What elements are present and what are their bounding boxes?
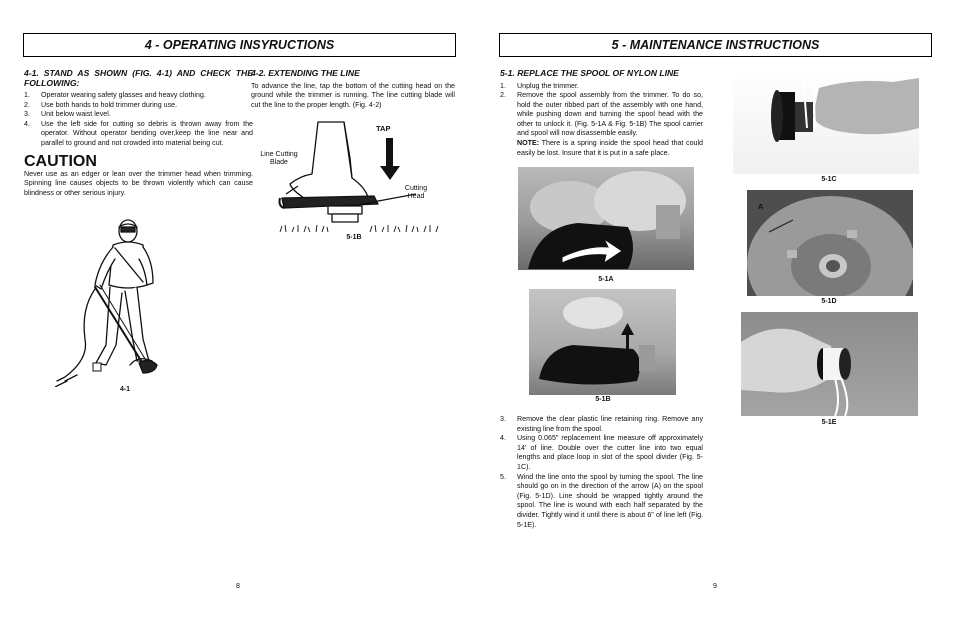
photo-5-1d <box>747 190 913 296</box>
steps-5-1 <box>500 82 703 140</box>
list-item <box>500 434 703 472</box>
photo-5-1a-caption: 5-1A <box>598 276 614 283</box>
heading-4-2: 4-2. EXTENDING THE LINE <box>251 68 360 78</box>
photo-5-1e-caption: 5-1E <box>821 419 837 426</box>
heading-4-1: 4-1. STAND AS SHOWN (FIG. 4-1) AND CHECK THE FOLLOWING: <box>24 68 253 88</box>
section-5-1-continued <box>500 415 703 530</box>
figure-4-1-caption: 4-1 <box>119 386 131 393</box>
text-4-2: To advance the line, tap the bottom of the cutting head on the ground while the trimmer is running. The line cutting blade will cut the line to the proper length. (Fig. 4-2) <box>251 81 455 109</box>
list-item <box>24 110 253 120</box>
photo-5-1c <box>733 68 919 174</box>
photo-5-1c-caption: 5-1C <box>821 176 837 183</box>
list-item-text: Unit below waist level. <box>41 110 111 119</box>
list-item-number: 2. <box>500 91 506 100</box>
label-arrow-a: A <box>758 202 764 211</box>
section-title-maintenance: 5 - MAINTENANCE INSTRUCTIONS <box>499 33 932 57</box>
steps-5-1-continued <box>500 415 703 530</box>
caution-title: CAUTION <box>24 152 97 170</box>
list-item-text: Use the left side for cutting so debris is thrown away from the operator. Without operator bending over,keep the line near and parallel to ground and not crowded into material being cut. <box>41 119 253 147</box>
list-item-text: Using 0.065" replacement line measure off approximately 14' of line. Double over the cutter line into two equal lengths and place loop in slot of the spool divider (Fig. 5-1C). <box>517 434 703 471</box>
note-text: There is a spring inside the spool head that could easily be lost. Insure that it is put in a safe place. <box>517 139 703 157</box>
photo-5-1a <box>518 167 694 270</box>
photo-5-1e <box>741 312 918 416</box>
list-item-number: 1. <box>500 81 506 90</box>
page-number-left: 8 <box>236 583 240 590</box>
section-4-1 <box>24 69 253 198</box>
list-item-number: 2. <box>24 100 30 109</box>
photo-5-1b <box>529 289 676 395</box>
photo-5-1d-caption: 5-1D <box>821 298 837 305</box>
section-title-operating: 4 - OPERATING INSYRUCTIONS <box>23 33 456 57</box>
list-item-number: 3. <box>500 415 506 423</box>
list-item <box>500 82 703 92</box>
list-item-text: Use both hands to hold trimmer during use. <box>41 100 178 109</box>
list-item-text: Remove the clear plastic line retaining ring. Remove any existing line from the spool. <box>517 415 703 433</box>
note-paragraph <box>500 139 703 158</box>
list-item <box>500 91 703 139</box>
section-5-1 <box>500 69 703 158</box>
checklist-4-1 <box>24 91 253 149</box>
page-number-right: 9 <box>713 583 717 590</box>
figure-4-1-operator <box>55 215 170 387</box>
figure-tap-trimmer-head <box>270 118 450 238</box>
section-4-2 <box>251 69 455 110</box>
list-item-number: 4. <box>500 434 506 443</box>
note-label: NOTE: <box>517 139 540 148</box>
list-item-text: Wind the line onto the spool by turning the spool. The line should go on in the direction of the arrow (A) on the spool (Fig. 5-1D). Line should be wrapped tightly around the spool. The line is wound with each half separated by the divider. Tightly wind it until there is about 6" of line left (Fig. 5-1E). <box>517 472 703 529</box>
label-cutting-head: Cutting Head <box>404 185 428 200</box>
list-item <box>24 120 253 149</box>
list-item <box>24 91 253 101</box>
list-item-number: 5. <box>500 472 506 481</box>
list-item <box>500 473 703 531</box>
list-item-number: 4. <box>24 119 30 128</box>
list-item-number: 3. <box>24 110 30 119</box>
list-item-text: Remove the spool assembly from the trimmer. To do so, hold the outer ribbed part of the assembly with one hand, while pushing down and turning the spool head with the other to unlock it. (Fig. 5-1A & Fig. 5-1B) The spool carrier and spool will now disassemble easily. <box>517 91 703 138</box>
label-tap: TAP <box>376 124 391 133</box>
list-item-text: Unplug the trimmer. <box>517 81 579 90</box>
list-item <box>24 101 253 111</box>
label-line-cutting-blade: Line Cutting Blade <box>260 151 298 166</box>
caution-text: Never use as an edger or lean over the trimmer head when trimming. Spinning line causes objects to be thrown violently which can cause blindness or other serious injury. <box>24 169 253 197</box>
heading-5-1: 5-1. REPLACE THE SPOOL OF NYLON LINE <box>500 68 679 78</box>
figure-tap-caption: 5-1B <box>346 234 362 241</box>
list-item-number: 1. <box>24 91 30 99</box>
list-item-text: Operator wearing safety glasses and heavy clothing. <box>41 91 206 99</box>
list-item <box>500 415 703 434</box>
photo-5-1b-caption: 5-1B <box>595 396 611 403</box>
